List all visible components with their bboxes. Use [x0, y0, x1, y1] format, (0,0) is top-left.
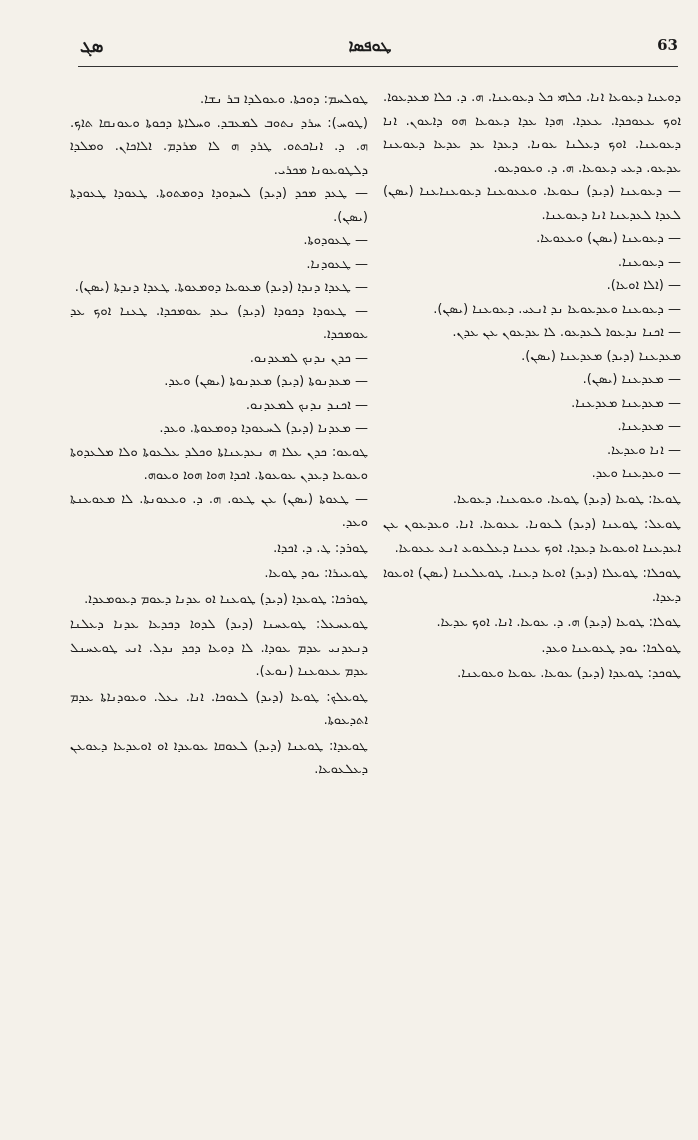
dictionary-entry: — ܟܕܢ ܢܕܢܟ ܠܡܥܕܢܘ. — [249, 350, 368, 366]
right-column — [383, 86, 681, 686]
page-header — [60, 30, 680, 60]
dictionary-entry: (ܛܘܚ): ܚܪܕ ܢܬܘܒ ܠܡܥܒܕ. ܘܚܠܐܬܐ ܕܟܘܬܐ ܘܥܘܢܩܐ ܬܐܟ. ܗ. ܕ. ܐܢܐܟܬܘ. ܛܪܕ ܗ ܠܐ ܡܪܕܡ. ܐܠܐܟܐܢ. ܘܡܠܕܐ ܕܠܛܘܥܘܢܐ ܡܟܪܝ. — [70, 115, 368, 178]
dictionary-entry: ܛܘܥܝܪܐ: ܝܘܕ ܛܘܥܐ. — [264, 566, 368, 581]
header-rule — [78, 66, 678, 67]
dictionary-entry: ܕܘܥܢܐ ܕܥܘܥܐ ܐܢܐ. ܟܠܗܝ ܟܠ ܕܥܘܥܢܐ. ܗ. ܕ. ܟܠܐ ܡܥܕܥܘܐ. ܐܘܟ ܥܥܘܟܕܐ. ܥܥܕܐ. ܗܕܐ ܥܕܐ ܕܥܘܥܐ ܗܘ ܕܐܥܘܢ. ܐܢܐ ܕܥܘܥܢܐ. ܐܘܟ ܕܥܠܢܐ ܥܘܢܐ. ܕܥܕܐ ܥܕ ܥܕܥܐ ܕܥܘܥܢܐ ܥܕܥܘ. ܕܥܝ ܕܥܘܥܐ. ܗ. ܕ. ܘܥܘܕܥܘ. — [383, 90, 681, 176]
dictionary-entry: — ܡܥܕܥܢܐ (ܝܣܢ). — [582, 372, 681, 387]
dictionary-entry: ܛܘܠܐ: ܛܘܥܐ (ܕܝܕ) ܗ. ܕ. ܥܘܥܐ. ܐܢܐ. ܐܘܟ ܥܕܥܐ. — [436, 615, 681, 630]
dictionary-entry: — ܡܥܕܢܘܬܐ (ܕܝܕ) ܡܥܕܢܘܬܐ (ܝܣܢ) ܘܥܕ. — [164, 374, 368, 389]
dictionary-entry: ܛܘܠܟܐ: ܝܘܕ ܛܥܘܥܢܐ ܘܥܕ. — [541, 640, 681, 656]
dictionary-entry: — ܕܥܘܥܢܐ (ܕܝܕ) ܢܥܘܥܐ. ܘܥܥܘܥܢܐ ܕܥܘܥܢܐܥܢܐ (ܝܣܢ) ܠܥܕܐ ܠܥܕܥܢܐ ܐܢܐ ܕܥܘܥܢܐ. — [383, 184, 681, 223]
dictionary-entry: — ܡܥܕܥܢܐ. — [617, 419, 681, 434]
dictionary-entry: — ܛܥܕܐ ܕܢܕܐ (ܕܝܕ) ܡܥܘܥܐ ܕܘܡܥܘܬܐ. ܛܥܕܐ ܕܢܕܬܐ (ܝܣܢ). — [74, 280, 368, 295]
page-number: 63 — [657, 36, 678, 54]
dictionary-entry: — ܐܢܐ ܘܥܕܥܐ. — [607, 442, 681, 458]
left-column — [70, 86, 368, 782]
dictionary-entry: — ܛܥܘܕܢܐ. — [306, 256, 368, 272]
dictionary-entry: ܛܘܥܕܐ: ܛܘܥܢܐ (ܕܝܕ) ܠܥܘܩܐ ܥܘܥܕܐ ܐܘ ܐܘܥܕܥܐ ܕܥܘܥܢ ܕܥܠܥܘܥܐ. — [70, 738, 368, 777]
dictionary-entry: — ܐܟܢܕ ܢܕܢܟ ܠܡܥܕܢܘ. — [245, 397, 368, 413]
dictionary-entry: ܛܘܥܐ: ܛܘܥܐ (ܕܝܕ) ܛܘܥܐ. ܘܥܘܥܢܐ. ܕܥܘܥܐ. — [452, 491, 681, 507]
dictionary-entry: ܛܘܥܠܟ: ܛܘܥܐ (ܕܝܕ) ܠܥܘܟܐ. ܐܢܐ. ܝܥܠ. ܘܥܘܕܢܐܬܐ ܥܕܡ ܐܬܕܥܘܬܐ. — [70, 689, 368, 728]
dictionary-entry: — ܛܥܘܬܐ (ܝܣܢ) ܥܢ ܛܥܘ. ܗ. ܕ. ܘܥܥܘܢܬܐ. ܠܐ ܡܥܘܥܢܬܐ ܘܥܕ. — [70, 491, 368, 530]
dictionary-entry: ܛܘܥܠ: ܛܘܥܢܐ (ܕܝܕ) ܠܥܘܢܐ. ܥܥܘܥܐ. ܐܢܐ. ܘܥܕܥܘܢ ܥܢ ܐܥܕܥܢܐ ܐܘܥܘܥܐ ܕܥܕܐ. ܐܘܟ ܥܥܢܐ ܕܥܠܥܘܥ ܐܢܥ ܥܥܘܥܐ. — [383, 517, 681, 556]
syriac-page-number: ܣܓ — [80, 36, 104, 57]
running-title: ܛܘܦܣܐ — [348, 36, 392, 55]
dictionary-entry: ܛܘܥܘ: ܟܕܢ ܥܠܐ ܗ ܢܥܕܥܢܐܬܐ ܘܟܠܕ ܥܠܥܘܬܐ ܘܠܐ ܡܠܥܕܘܬܐ ܘܥܘܥܐ ܕܥܕܢ ܥܘܥܘܬܐ. ܐܟܕܐ ܗܘܐ ܗܘܐ ܘܥܘܗ. — [70, 444, 368, 483]
dictionary-entry: — ܛܥܘܕܘܬܐ. — [303, 233, 368, 248]
dictionary-entry: — ܐܟܢܐ ܢܕܥܘܐ ܠܥܕܥܘ. ܠܐ ܥܕܥܘܢ ܥܢ ܥܕܢ. — [452, 325, 681, 340]
dictionary-entry: ܛܘܟܕ: ܛܘܥܕܐ (ܕܝܕ) ܥܘܥܐ. ܥܘܥܐ ܘܥܘܥܢܐ. — [457, 666, 681, 681]
dictionary-entry: ܛܘܥܚܥܠ: ܛܘܥܚܢܐ (ܕܝܕ) ܠܕܘܐ ܕܟܕܥܐ ܥܕܢܐ ܕܥܠܢܐ ܕܢܥܕܢܝ ܥܕܡ ܥܘܕܐ. ܠܐ ܕܘܥܐ ܕܟܕ ܢܕܠ. ܐܢܝ ܛܘܥܚܢܠ ܥܕܡ ܥܥܘܥܢܐ (ܢܘܥ). — [70, 617, 368, 679]
dictionary-entry: ܛܘܟܠܐ: ܛܘܥܠܐ (ܕܝܕ) ܐܘܥܐ ܕܥܢܐ. ܛܘܥܠܥܢܐ (ܝܣܢ) ܐܘܥܘܐ ܕܥܕܐ. — [383, 566, 681, 605]
dictionary-entry: ܛܘܠܚܡ: ܕܘܟܬܐ. ܘܥܘܠܕܐ ܒܪ ܢܫܐ. — [200, 92, 368, 107]
dictionary-entry: — ܛܥܘܕܐ ܕܟܘܕܐ (ܕܝܕ) ܝܥܕ ܥܘܡܟܕܐ. ܛܥܢܐ ܐܘܟ ܥܕ ܥܘܡܟܕܐ. — [70, 303, 368, 342]
dictionary-entry: ܛܘܪܕ: ܛ. ܕ. ܐܟܕܐ. — [273, 540, 368, 556]
dictionary-entry: — ܡܥܕܢܐ (ܕܝܕ) ܠܚܥܘܕܐ ܕܘܡܥܘܬܐ. ܘܥܕ. — [159, 421, 368, 436]
dictionary-entry: ܡܥܕܥܢܐ (ܕܝܕ) ܡܥܕܥܢܐ (ܝܣܢ). — [521, 348, 681, 364]
dictionary-entry: — ܕܥܘܥܢܐ. — [617, 254, 681, 270]
dictionary-entry: — ܡܥܕܥܢܐ ܡܥܕܥܢܐ. — [571, 395, 681, 411]
dictionary-entry: — (ܐܠܐ ܐܘܥܐ). — [606, 278, 681, 293]
dictionary-entry: — ܕܥܘܥܢܐ (ܝܣܢ) ܘܥܥܘܥܐ. — [536, 231, 681, 246]
dictionary-entry: — ܛܥܕ ܡܟܕ (ܕܝܕ) ܠܚܕܘܕܐ ܕܘܡܬܘܬܐ. ܛܥܘܕܐ ܛܥܘܕܬܐ (ܝܣܢ). — [70, 186, 368, 225]
dictionary-entry: ܛܘܪܟܐ: ܛܘܥܕܐ (ܕܝܕ) ܛܘܥܢܐ ܐܘ ܥܕܢܐ ܕܥܘܡ ܕܥܘܡܥܕܐ. — [84, 591, 368, 607]
dictionary-entry: — ܘܥܕܥܢܐ ܘܥܕ. — [591, 466, 681, 481]
dictionary-entry: — ܕܥܘܥܢܐ ܘܥܕܥܘܥܐ ܢܕ ܐܢܥܝ. ܕܥܘܥܢܐ (ܝܣܢ). — [433, 301, 681, 317]
